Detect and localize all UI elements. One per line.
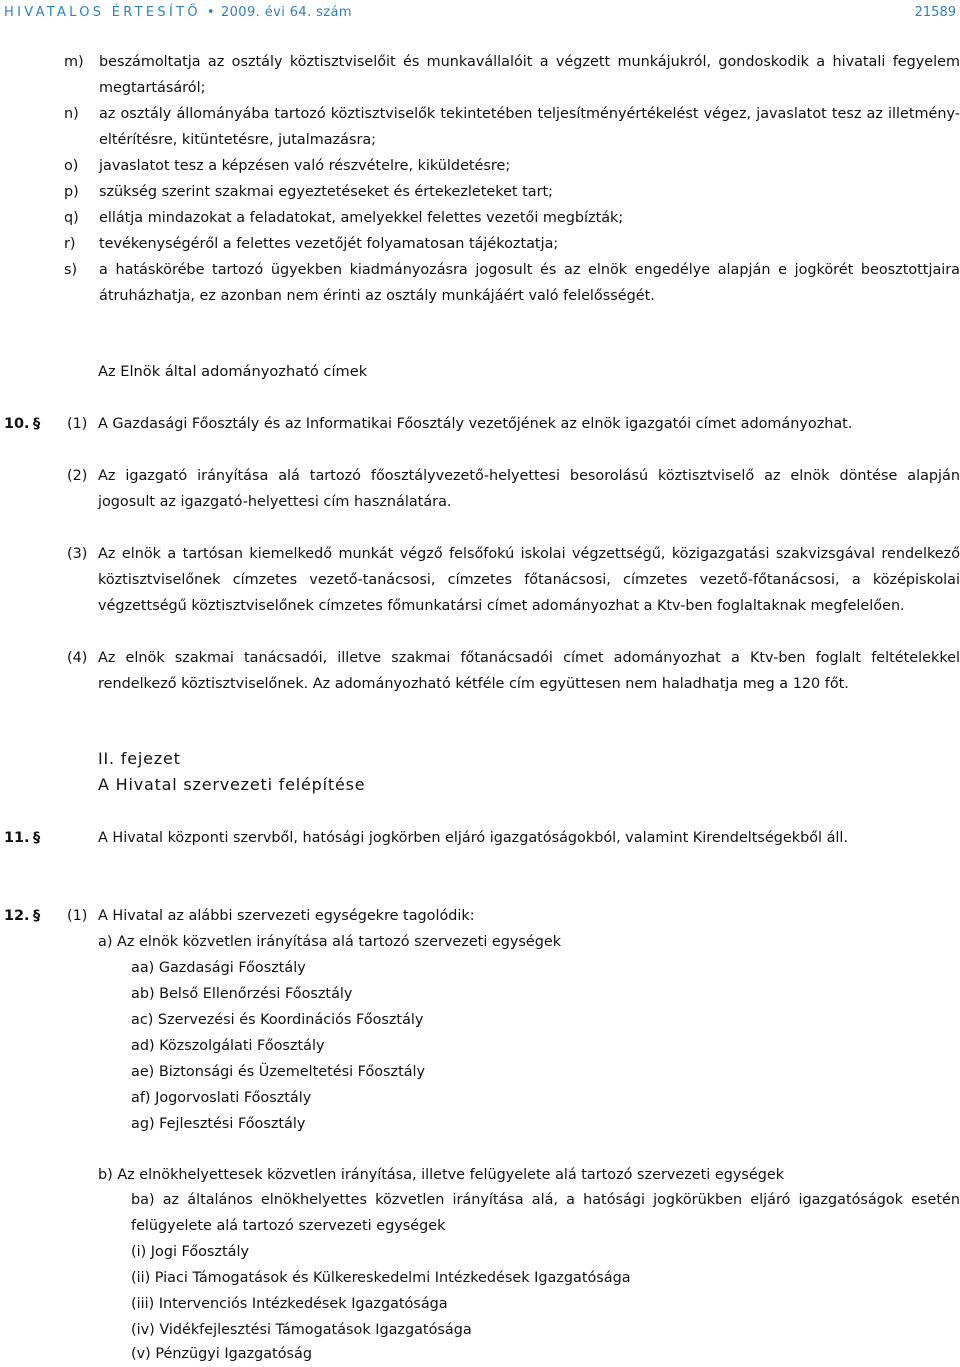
org-unit-item: (i) Jogi Főosztály — [131, 1244, 249, 1260]
section-number: 12. — [4, 908, 30, 924]
paragraph-label: (4) — [67, 650, 88, 666]
issue-info: 2009. évi 64. szám — [220, 5, 352, 20]
paragraph-label: (1) — [67, 908, 88, 924]
header-bullet: • — [206, 5, 215, 20]
list-text: a hatáskörébe tartozó ügyekben kiadmányozásra jogosult és az elnök engedélye alapján e jogkörét beosztottjaira átruházhatja, ez azonban nem érinti az osztály munkájáért való felelősségét. — [99, 262, 960, 304]
org-unit-item: (v) Pénzügyi Igazgatóság — [131, 1346, 312, 1362]
org-unit-item: (ii) Piaci Támogatások és Külkereskedelmi Intézkedések Igazgatósága — [131, 1270, 631, 1286]
page-number: 21589 — [914, 5, 956, 20]
section-sign: § — [33, 908, 41, 924]
org-unit-item: ae) Biztonsági és Üzemeltetési Főosztály — [131, 1064, 426, 1080]
section-sign: § — [33, 416, 41, 432]
list-text: javaslatot tesz a képzésen való részvételre, kiküldetésre; — [99, 158, 511, 174]
org-unit-item: aa) Gazdasági Főosztály — [131, 960, 306, 976]
section-subheading: Az Elnök által adományozható címek — [98, 363, 368, 380]
chapter-title: A Hivatal szervezeti felépítése — [98, 775, 366, 794]
list-label: o) — [64, 158, 79, 174]
list-label: q) — [64, 210, 79, 226]
paragraph-text: Az elnök szakmai tanácsadói, illetve szakmai főtanácsadói címet adományozhat a Ktv-ben foglalt feltételekkel rendelkező köztisztviselőnek. Az adományozható kétféle cím együttesen nem haladhatja meg a 120 főt. — [98, 650, 960, 692]
org-unit-item: ac) Szervezési és Koordinációs Főosztály — [131, 1012, 424, 1028]
chapter-number: II. fejezet — [98, 749, 181, 768]
paragraph-text: Az elnök a tartósan kiemelkedő munkát végző felsőfokú iskolai végzettségű, közigazgatási szakvizsgával rendelkező köztisztviselőnek címzetes vezető-tanácsosi, címzetes főtanácsosi, címzetes vezető-főtanácsosi, a középiskolai végzettségű köztisztviselőnek címzetes főmunkatársi címet adományozhat a Ktv-ben foglaltaknak megfelelően. — [98, 546, 960, 614]
paragraph-text: A Gazdasági Főosztály és az Informatikai Főosztály vezetőjének az elnök igazgatói címet adományozhat. — [98, 416, 853, 432]
paragraph-text: A Hivatal központi szervből, hatósági jogkörben eljáró igazgatóságokból, valamint Kirendeltségekből áll. — [98, 830, 848, 846]
org-unit-item: ad) Közszolgálati Főosztály — [131, 1038, 325, 1054]
publication-title: HIVATALOS ÉRTESÍTŐ — [4, 5, 201, 20]
section-sign: § — [33, 830, 41, 846]
list-text: az osztály állományába tartozó köztisztviselők tekintetében teljesítményértékelést végez, javaslatot tesz az illetmény-eltérítésre, kitüntetésre, jutalmazásra; — [99, 106, 960, 148]
paragraph-text: Az igazgató irányítása alá tartozó főosztályvezető-helyettesi besorolású köztisztviselő az elnök döntése alapján jogosult az igazgató-helyettesi cím használatára. — [98, 468, 960, 510]
page-header — [0, 0, 960, 20]
group-a-title: a) Az elnök közvetlen irányítása alá tartozó szervezeti egységek — [98, 934, 562, 950]
list-text: beszámoltatja az osztály köztisztviselőit és munkavállalóit a végzett munkájukról, gondoskodik a hivatali fegyelem megtartásáról; — [99, 54, 960, 96]
header-left — [4, 0, 352, 26]
org-unit-item: ag) Fejlesztési Főosztály — [131, 1116, 306, 1132]
org-unit-item: af) Jogorvoslati Főosztály — [131, 1090, 312, 1106]
group-ba-text: ba) az általános elnökhelyettes közvetlen irányítása alá, a hatósági jogkörükben eljáró igazgatóságok esetén felügyelete alá tartozó szervezeti egységek — [131, 1192, 960, 1234]
paragraph-label: (2) — [67, 468, 88, 484]
list-label: s) — [64, 262, 78, 278]
paragraph-label: (3) — [67, 546, 88, 562]
group-b-title: b) Az elnökhelyettesek közvetlen irányítása, illetve felügyelete alá tartozó szervezeti egységek — [98, 1167, 785, 1183]
section-number: 10. — [4, 416, 30, 432]
paragraph-text: A Hivatal az alábbi szervezeti egységekre tagolódik: — [98, 908, 475, 924]
list-text: szükség szerint szakmai egyeztetéseket és értekezleteket tart; — [99, 184, 554, 200]
org-unit-item: (iv) Vidékfejlesztési Támogatások Igazgatósága — [131, 1322, 472, 1338]
list-text: ellátja mindazokat a feladatokat, amelyekkel felettes vezetői megbízták; — [99, 210, 624, 226]
list-label: r) — [64, 236, 76, 252]
org-unit-item: (iii) Intervenciós Intézkedések Igazgatósága — [131, 1296, 448, 1312]
org-unit-item: ab) Belső Ellenőrzési Főosztály — [131, 986, 353, 1002]
list-label: n) — [64, 106, 79, 122]
paragraph-label: (1) — [67, 416, 88, 432]
list-text: tevékenységéről a felettes vezetőjét folyamatosan tájékoztatja; — [99, 236, 559, 252]
list-label: p) — [64, 184, 79, 200]
section-number: 11. — [4, 830, 30, 846]
list-label: m) — [64, 54, 84, 70]
